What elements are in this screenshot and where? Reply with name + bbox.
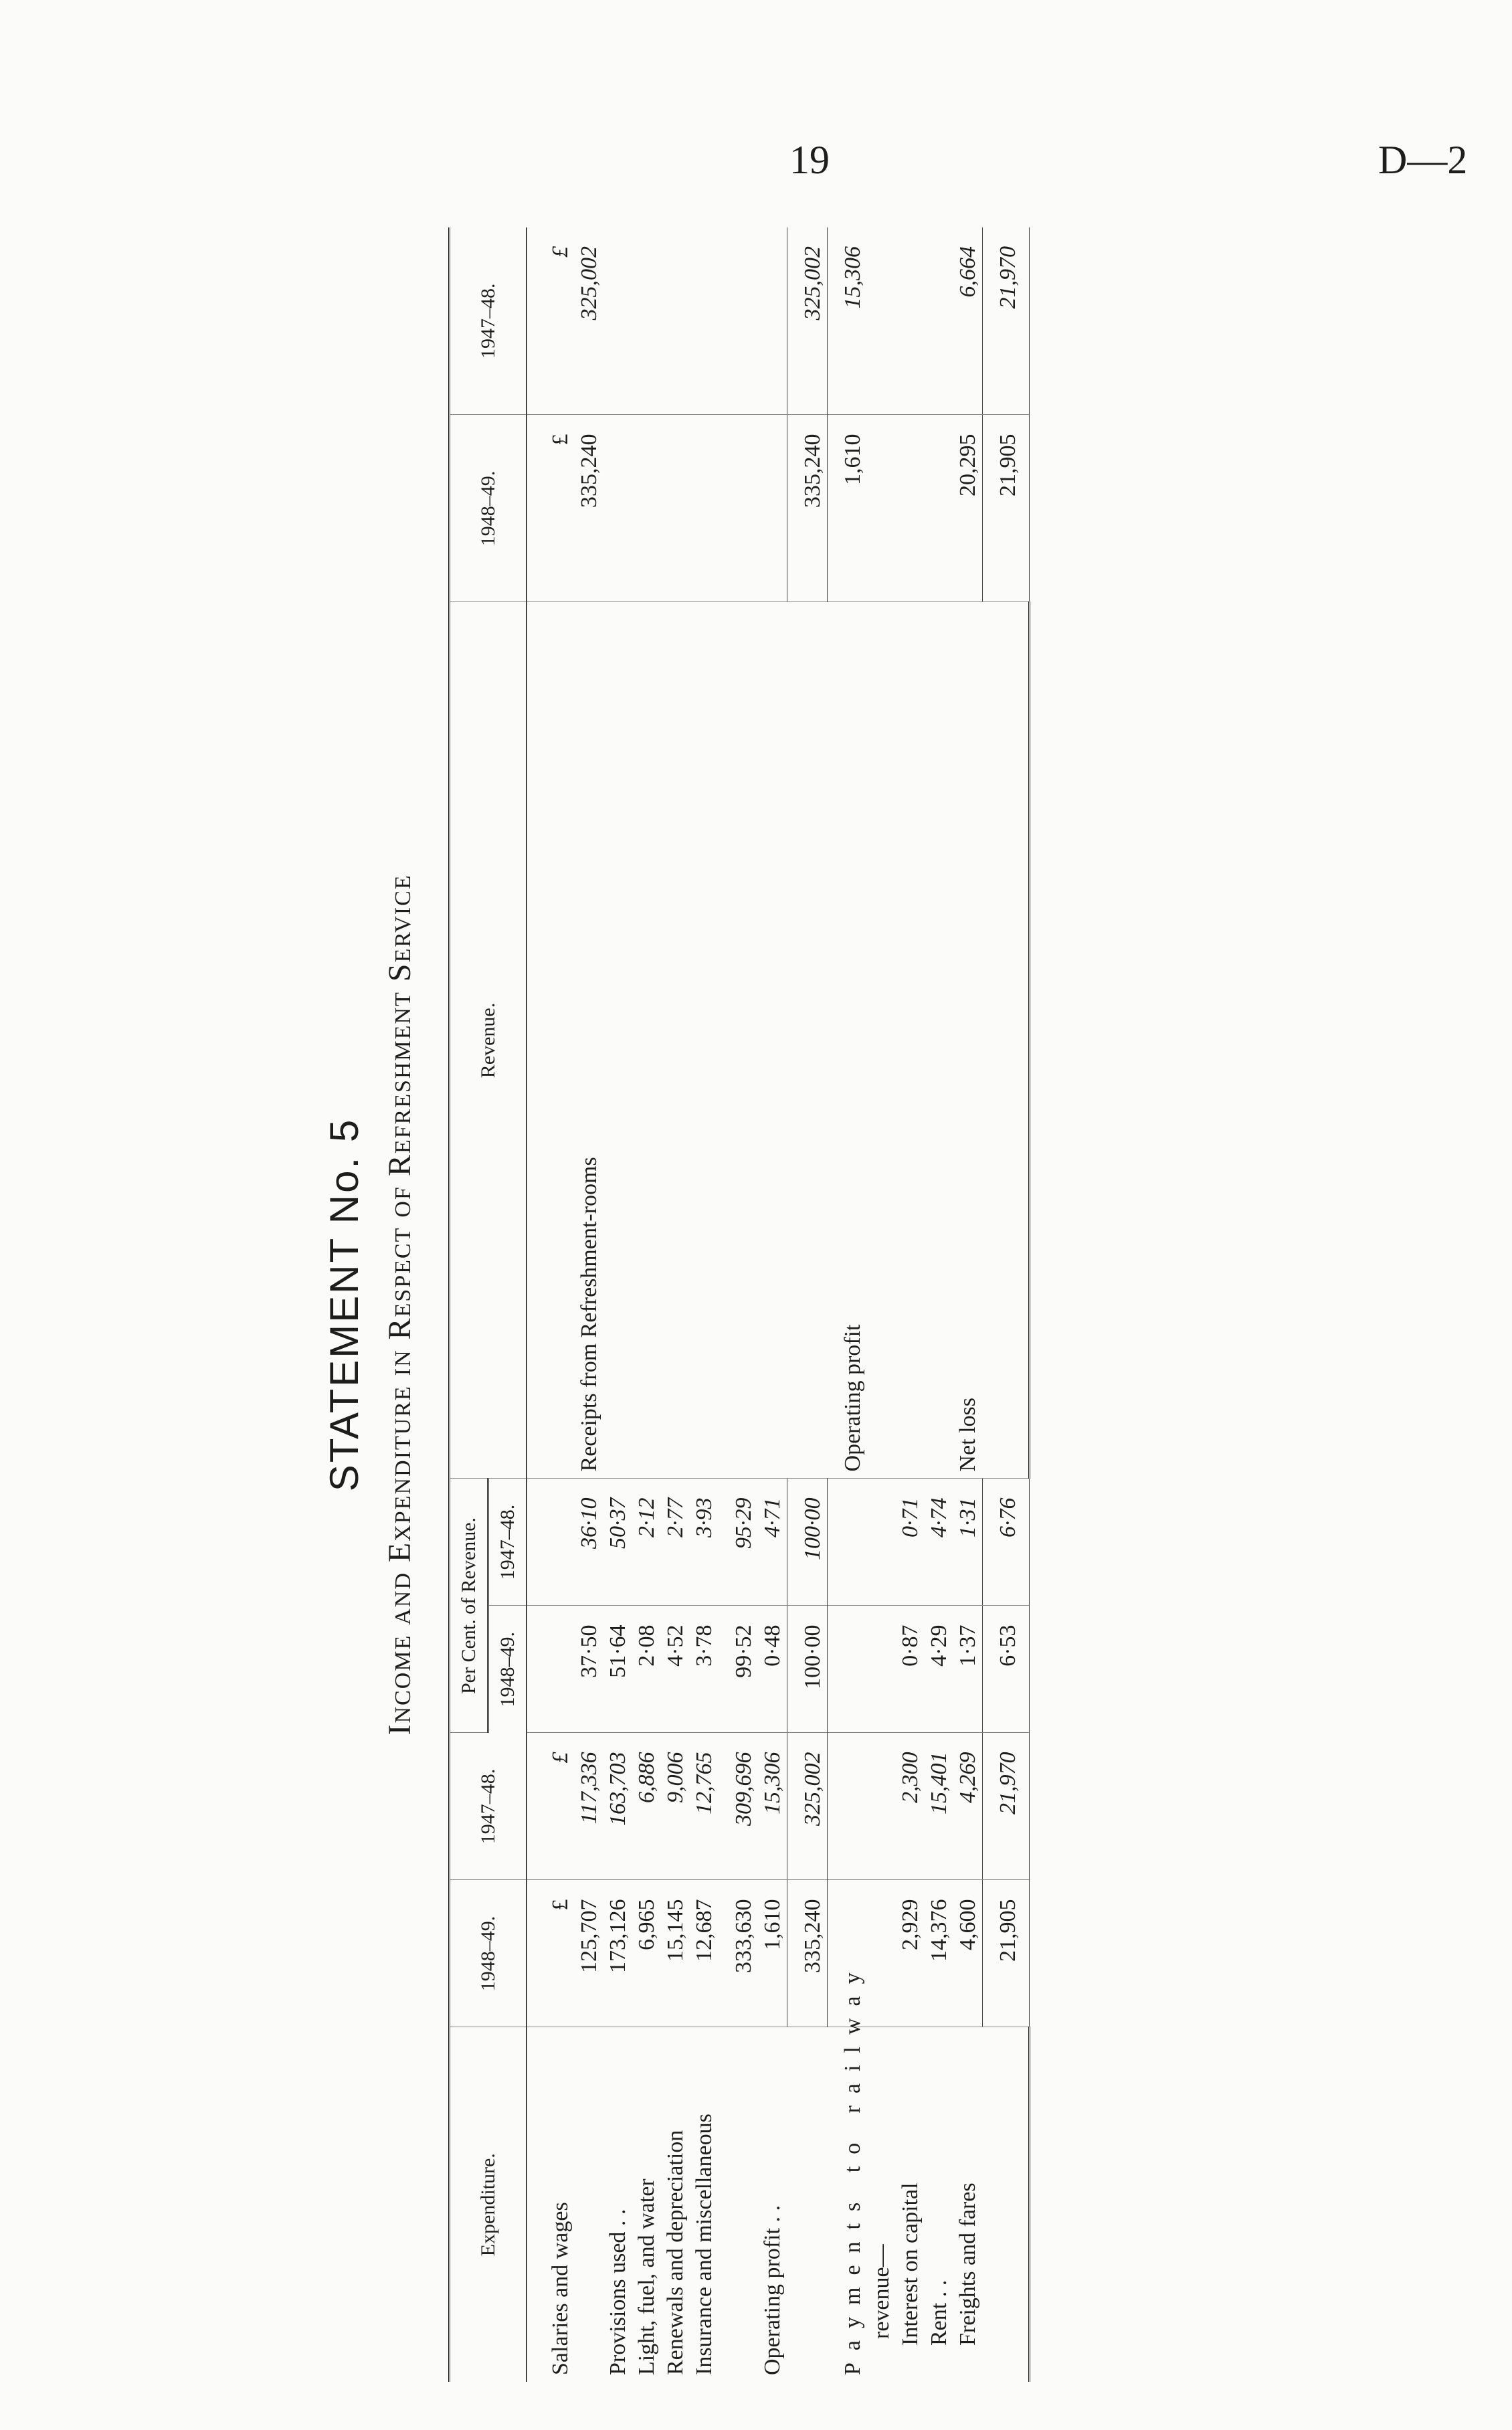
exp-subtotal-1948: 333,630 — [719, 1880, 758, 2027]
table-row-payments-heading — [828, 227, 896, 2382]
label-provisions: Provisions used . . — [605, 2209, 630, 2375]
rev-operating-1948: 1,610 — [828, 415, 896, 602]
header-rev-1948-49: 1948–49. — [450, 415, 527, 602]
header-per-cent: Per Cent. of Revenue. — [450, 1479, 488, 1733]
exp-interest-1948: 2,929 — [896, 1880, 925, 2027]
page-reference: D—2 — [1378, 138, 1468, 182]
exp-operating-1947: 15,306 — [758, 1733, 787, 1880]
exp-interest-1947: 2,300 — [896, 1733, 925, 1880]
exp-provisions-1948: 173,126 — [603, 1880, 632, 2027]
pct-subtotal-1948: 99·52 — [719, 1606, 758, 1733]
label-payments-heading: Payments to railway — [840, 1960, 865, 2375]
pound-sign: £ — [548, 1899, 573, 1911]
rev-payments-total-1947: 21,970 — [982, 227, 1029, 415]
header-pct-1948-49: 1948–49. — [488, 1606, 527, 1733]
exp-total-1947: 325,002 — [787, 1733, 828, 1880]
rotated-statement — [314, 227, 1271, 2382]
page-number: 19 — [789, 138, 830, 182]
pound-sign: £ — [548, 1752, 573, 1764]
pct-freights-1947: 1·31 — [953, 1479, 983, 1606]
exp-freights-1947: 4,269 — [953, 1733, 983, 1880]
exp-rent-1947: 15,401 — [925, 1733, 953, 1880]
label-rent: Rent . . — [926, 2279, 951, 2346]
label-operating-profit-rev: Operating profit — [828, 602, 896, 1479]
pound-sign: £ — [548, 434, 573, 446]
pct-payments-total-1947: 6·76 — [982, 1479, 1029, 1606]
table-row-payments-total — [982, 227, 1029, 2382]
exp-subtotal-1947: 309,696 — [719, 1733, 758, 1880]
table-row-interest — [896, 227, 925, 2382]
pct-light-1948: 2·08 — [632, 1606, 661, 1733]
rev-receipts-1947: 325,002 — [577, 246, 601, 320]
pct-payments-total-1948: 6·53 — [982, 1606, 1029, 1733]
label-insurance: Insurance and miscellaneous — [692, 2114, 717, 2375]
label-payments-heading-2: revenue— — [868, 2244, 894, 2339]
pct-rent-1948: 4·29 — [925, 1606, 953, 1733]
pct-salaries-1947: 36·10 — [577, 1497, 601, 1549]
pct-salaries-1948: 37·50 — [577, 1624, 601, 1678]
rev-net-loss-1948: 20,295 — [953, 415, 983, 602]
header-rev-1947-48: 1947–48. — [450, 227, 527, 415]
rev-payments-total-1948: 21,905 — [982, 415, 1029, 602]
table-row-rent — [925, 227, 953, 2382]
pct-freights-1948: 1·37 — [953, 1606, 983, 1733]
exp-renewals-1948: 15,145 — [661, 1880, 690, 2027]
statement-subtitle: Income and Expenditure in Respect of Refreshment Service — [382, 874, 417, 1736]
rev-total-1947: 325,002 — [787, 227, 828, 415]
pct-rent-1947: 4·74 — [925, 1479, 953, 1606]
exp-renewals-1947: 9,006 — [661, 1733, 690, 1880]
pct-interest-1948: 0·87 — [896, 1606, 925, 1733]
rev-total-1948: 335,240 — [787, 415, 828, 602]
pct-subtotal-1947: 95·29 — [719, 1479, 758, 1606]
table-row-total — [787, 227, 828, 2382]
header-exp-1947-48: 1947–48. — [450, 1733, 527, 1880]
statement-title: STATEMENT No. 5 — [322, 1117, 367, 1492]
label-light: Light, fuel, and water — [634, 2178, 659, 2375]
label-receipts: Receipts from Refreshment-rooms — [577, 1157, 601, 1472]
income-expenditure-table — [448, 227, 1030, 2382]
label-freights: Freights and fares — [955, 2182, 980, 2346]
pound-sign: £ — [548, 246, 573, 258]
exp-total-1948: 335,240 — [787, 1880, 828, 2027]
exp-light-1948: 6,965 — [632, 1880, 661, 2027]
pct-total-1948: 100·00 — [787, 1606, 828, 1733]
rev-receipts-1948: 335,240 — [577, 434, 601, 508]
exp-payments-total-1947: 21,970 — [982, 1733, 1029, 1880]
label-net-loss: Net loss — [953, 602, 983, 1479]
table-row-subtotal — [719, 227, 758, 2382]
rev-net-loss-1947: 6,664 — [953, 227, 983, 415]
rev-operating-1947: 15,306 — [828, 227, 896, 415]
label-interest: Interest on capital — [897, 2182, 923, 2346]
pct-operating-1948: 0·48 — [758, 1606, 787, 1733]
header-row — [450, 227, 488, 2382]
pct-renewals-1948: 4·52 — [661, 1606, 690, 1733]
label-salaries: Salaries and wages — [548, 2202, 573, 2375]
pct-interest-1947: 0·71 — [896, 1479, 925, 1606]
exp-freights-1948: 4,600 — [953, 1880, 983, 2027]
table-row-freights — [953, 227, 983, 2382]
pct-renewals-1947: 2·77 — [661, 1479, 690, 1606]
pct-insurance-1947: 3·93 — [690, 1479, 719, 1606]
exp-provisions-1947: 163,703 — [603, 1733, 632, 1880]
exp-salaries-1948: 125,707 — [577, 1899, 601, 1973]
pct-provisions-1948: 51·64 — [603, 1606, 632, 1733]
pct-insurance-1948: 3·78 — [690, 1606, 719, 1733]
exp-operating-1948: 1,610 — [758, 1880, 787, 2027]
header-expenditure: Expenditure. — [450, 2027, 527, 2382]
exp-light-1947: 6,886 — [632, 1733, 661, 1880]
exp-salaries-1947: 117,336 — [577, 1752, 601, 1825]
pct-operating-1947: 4·71 — [758, 1479, 787, 1606]
table-row-insurance — [690, 227, 719, 2382]
header-pct-1947-48: 1947–48. — [488, 1479, 527, 1606]
pct-light-1947: 2·12 — [632, 1479, 661, 1606]
exp-rent-1948: 14,376 — [925, 1880, 953, 2027]
table-row-operating-profit-exp — [758, 227, 787, 2382]
header-revenue: Revenue. — [450, 602, 527, 1479]
table-row-light — [632, 227, 661, 2382]
table-row-provisions — [603, 227, 632, 2382]
exp-insurance-1947: 12,765 — [690, 1733, 719, 1880]
pct-provisions-1947: 50·37 — [603, 1479, 632, 1606]
table-row-salaries — [527, 227, 603, 2382]
label-operating-profit-exp: Operating profit . . — [760, 2205, 785, 2375]
table-row-renewals — [661, 227, 690, 2382]
exp-insurance-1948: 12,687 — [690, 1880, 719, 2027]
header-exp-1948-49: 1948–49. — [450, 1880, 527, 2027]
exp-payments-total-1948: 21,905 — [982, 1880, 1029, 2027]
pct-total-1947: 100·00 — [787, 1479, 828, 1606]
label-renewals: Renewals and depreciation — [663, 2130, 688, 2375]
